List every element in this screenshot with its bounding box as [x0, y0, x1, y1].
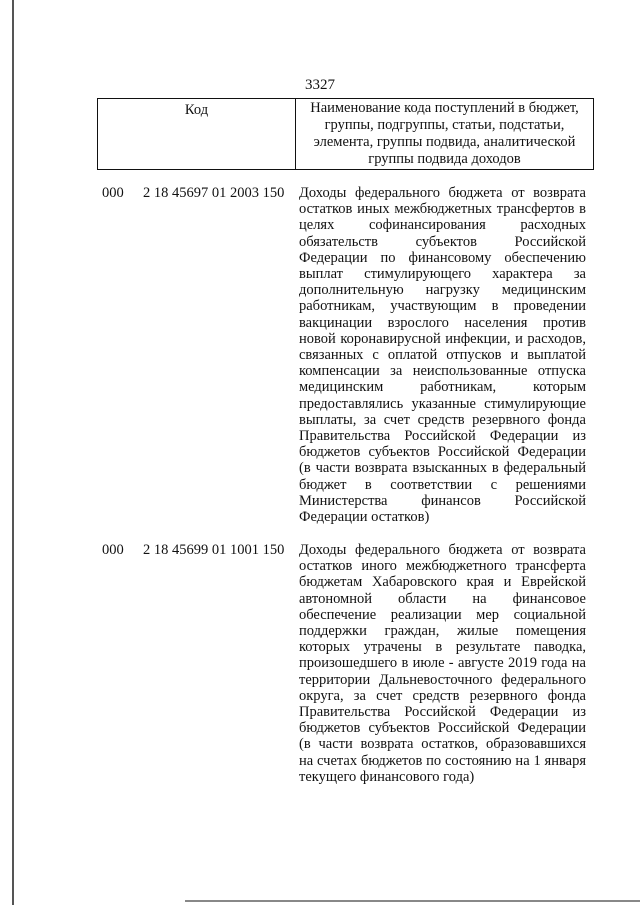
header-code-cell: Код [98, 99, 296, 170]
header-row [98, 99, 594, 170]
entry-description: Доходы федерального бюджета от возврата остатков иного межбюджетного трансферта бюджетам Хабаровского края и Еврейской автономной области на финансовое обеспечение реализации мер социальной поддержки граждан, жилые помещения которых утрачены в результате паводка, произошедшего в июле - августе 2019 года на территории Дальневосточного федерального округа, за счет средств резервного фонда Правительства Российской Федерации из бюджетов субъектов Российской Федерации (в части возврата остатков, образовавшихся на счетах бюджетов по состоянию на 1 января текущего финансового года) [299, 542, 586, 785]
scan-bottom-edge [185, 900, 640, 902]
entry-description: Доходы федерального бюджета от возврата остатков иных межбюджетных трансфертов в целях софинансирования расходных обязательств субъектов Российской Федерации по финансовому обеспечению выплат стимулирующего характера за дополнительную нагрузку медицинским работникам, участвующим в проведении вакцинации взрослого населения против новой коронавирусной инфекции, и расходов, связанных с оплатой отпусков и выплатой компенсации за неиспользованные отпуска медицинским работникам, которым предоставлялись указанные стимулирующие выплаты, за счет средств резервного фонда Правительства Российской Федерации из бюджетов субъектов Российской Федерации (в части возврата взысканных в федеральный бюджет в соответствии с решениями Министерства финансов Российской Федерации остатков) [299, 185, 586, 526]
entry-admin-code: 000 [102, 542, 124, 558]
entry-budget-code: 2 18 45699 01 1001 150 [143, 542, 285, 558]
page-number: 3327 [305, 77, 335, 93]
entry-budget-code: 2 18 45697 01 2003 150 [143, 185, 285, 201]
header-name-cell: Наименование кода поступлений в бюджет, группы, подгруппы, статьи, подстатьи, элемента, группы подвида, аналитической группы подвида доходов [296, 99, 594, 170]
header-table [97, 98, 594, 170]
entry-admin-code: 000 [102, 185, 124, 201]
scan-left-edge [12, 0, 14, 905]
